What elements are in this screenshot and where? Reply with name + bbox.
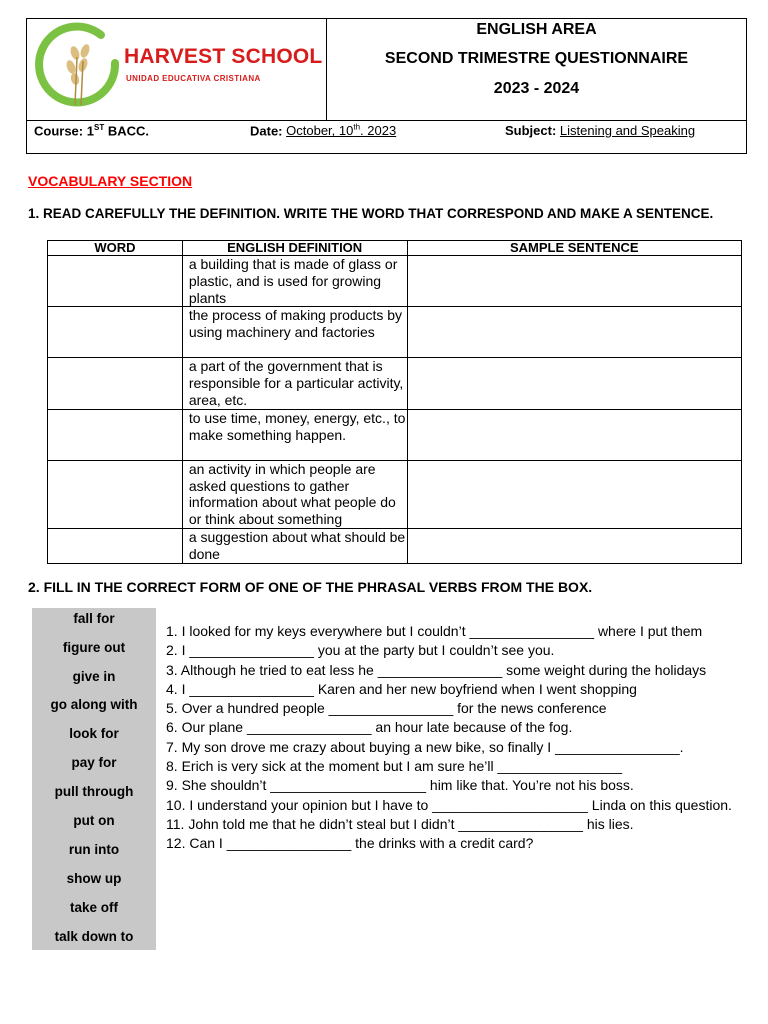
word-cell[interactable] <box>48 358 183 409</box>
word-cell[interactable] <box>48 528 183 563</box>
column-header-sentence: SAMPLE SENTENCE <box>407 241 741 256</box>
word-cell[interactable] <box>48 307 183 358</box>
definition-cell: a suggestion about what should be done <box>182 528 407 563</box>
header-title-block <box>327 19 746 120</box>
phrasal-verb-box <box>32 608 156 950</box>
document-header <box>26 18 747 154</box>
sentence-cell[interactable] <box>407 409 741 460</box>
header-divider <box>27 120 746 121</box>
table-row <box>48 358 742 409</box>
table-row <box>48 409 742 460</box>
school-subtitle: UNIDAD EDUCATIVA CRISTIANA <box>126 74 261 83</box>
sentence-item: 11. John told me that he didn’t steal but I didn’t ________________ his lies. <box>166 815 634 832</box>
definition-cell: a building that is made of glass or plastic, and is used for growing plants <box>182 256 407 307</box>
sentence-item: 5. Over a hundred people ________________ for the news conference <box>166 700 607 717</box>
sentence-item: 12. Can I ________________ the drinks with a credit card? <box>166 835 534 852</box>
verb-item: run into <box>68 842 120 857</box>
subject-value: Listening and Speaking <box>559 123 696 138</box>
course-label: Course: <box>34 123 84 139</box>
sentence-cell[interactable] <box>407 528 741 563</box>
sentence-item: 2. I ________________ you at the party but I couldn’t see you. <box>166 642 555 659</box>
sentence-item: 10. I understand your opinion but I have to ____________________ Linda on this question. <box>166 796 732 813</box>
word-cell[interactable] <box>48 256 183 307</box>
date-value: October, 10 <box>286 123 354 139</box>
verb-item: figure out <box>62 640 126 655</box>
column-header-definition: ENGLISH DEFINITION <box>182 241 407 256</box>
date-label: Date: <box>250 123 283 139</box>
sentence-item: 9. She shouldn’t ____________________ him like that. You’re not his boss. <box>166 777 634 794</box>
verb-item: go along with <box>50 697 138 712</box>
definition-cell: to use time, money, energy, etc., to make something happen. <box>182 409 407 460</box>
area-title: ENGLISH AREA <box>476 21 597 38</box>
verb-item: pay for <box>71 755 117 770</box>
sentence-item: 6. Our plane ________________ an hour late because of the fog. <box>166 719 573 736</box>
table-row <box>48 460 742 528</box>
table-row <box>48 256 742 307</box>
table-row <box>48 528 742 563</box>
sentence-item: 3. Although he tried to eat less he ________________ some weight during the holidays <box>166 661 707 678</box>
verb-item: put on <box>73 813 115 828</box>
sentence-cell[interactable] <box>407 460 741 528</box>
date-info <box>250 123 396 138</box>
date-suffix: . 2023 <box>360 123 397 139</box>
verb-item: pull through <box>54 784 134 799</box>
course-suffix: BACC. <box>107 123 150 139</box>
sentence-item: 8. Erich is very sick at the moment but I am sure he’ll ________________ <box>166 758 623 775</box>
verb-item: talk down to <box>54 929 134 944</box>
instruction-2: 2. FILL IN THE CORRECT FORM OF ONE OF THE PHRASAL VERBS FROM THE BOX. <box>28 579 593 595</box>
table-row <box>48 307 742 358</box>
course-superscript: ST <box>93 123 105 132</box>
school-year: 2023 - 2024 <box>493 80 580 97</box>
verb-item: show up <box>66 871 122 886</box>
table-header-row <box>48 241 742 256</box>
vocabulary-section-heading: VOCABULARY SECTION <box>28 173 193 189</box>
fill-in-sentences <box>166 622 736 854</box>
course-info <box>34 123 149 138</box>
column-header-word: WORD <box>48 241 183 256</box>
verb-item: look for <box>69 726 119 741</box>
subject-info <box>505 123 695 138</box>
sentence-cell[interactable] <box>407 307 741 358</box>
school-name: HARVEST SCHOOL <box>124 45 323 68</box>
sentence-cell[interactable] <box>407 256 741 307</box>
questionnaire-title: SECOND TRIMESTRE QUESTIONNAIRE <box>384 50 689 67</box>
word-cell[interactable] <box>48 409 183 460</box>
subject-label: Subject: <box>505 123 557 138</box>
definition-cell: a part of the government that is responsible for a particular activity, area, etc. <box>182 358 407 409</box>
instruction-1: 1. READ CAREFULLY THE DEFINITION. WRITE THE WORD THAT CORRESPOND AND MAKE A SENTENCE. <box>28 206 714 221</box>
sentence-item: 1. I looked for my keys everywhere but I couldn’t ________________ where I put them <box>166 623 703 639</box>
sentence-cell[interactable] <box>407 358 741 409</box>
sentence-item: 7. My son drove me crazy about buying a new bike, so finally I ________________. <box>166 738 684 755</box>
date-superscript: th <box>353 123 361 132</box>
school-logo-icon <box>31 21 131 121</box>
definition-cell: an activity in which people are asked questions to gather information about what people do or think about something <box>182 460 407 528</box>
vocabulary-table <box>47 240 742 564</box>
verb-item: take off <box>69 900 118 915</box>
sentence-item: 4. I ________________ Karen and her new boyfriend when I went shopping <box>166 680 637 697</box>
course-value: 1 <box>86 123 94 139</box>
verb-item: fall for <box>73 611 115 626</box>
definition-cell: the process of making products by using machinery and factories <box>182 307 407 358</box>
word-cell[interactable] <box>48 460 183 528</box>
verb-item: give in <box>72 669 116 684</box>
logo-cell <box>27 19 327 120</box>
